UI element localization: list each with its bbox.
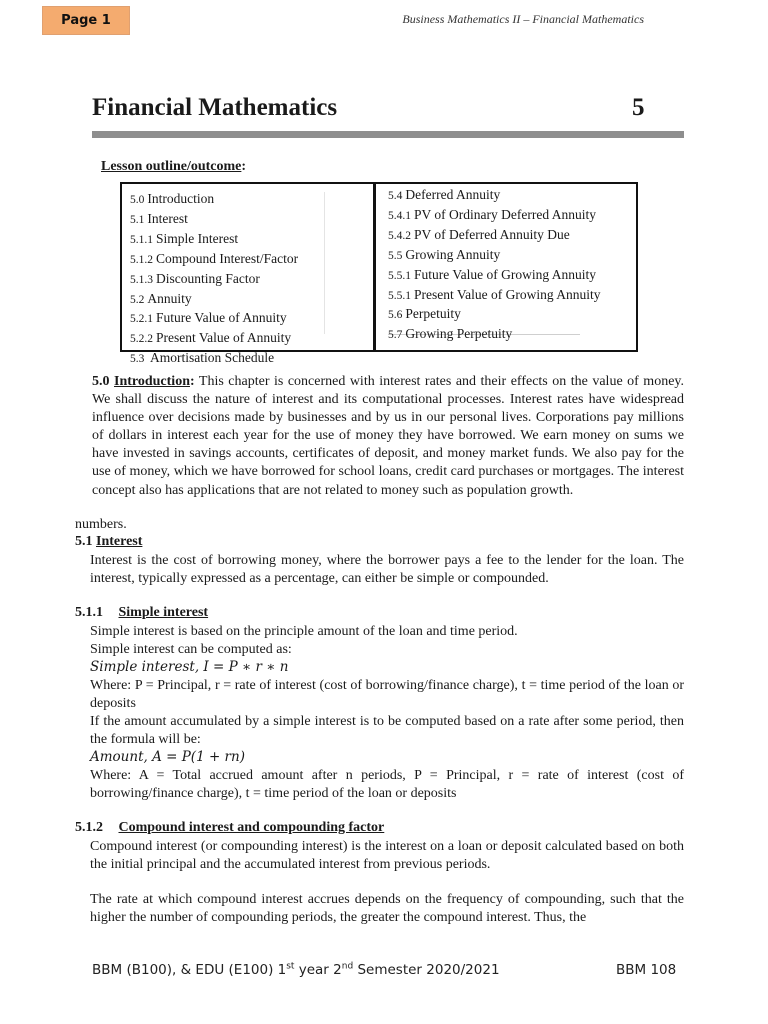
outline-item — [388, 206, 600, 226]
simple-line-1: Simple interest is based on the principle amount of the loan and time period. — [90, 624, 518, 639]
outline-item-text: Compound Interest/Factor — [156, 250, 299, 266]
outline-item-number: 5.5.1 — [388, 289, 411, 302]
outline-item-text: Deferred Annuity — [405, 187, 501, 202]
simple-interest-formula: Simple interest, I = P ∗ r ∗ n — [90, 659, 289, 675]
outline-item-number: 5.4.2 — [388, 229, 411, 242]
outline-label-text: Lesson outline/outcome — [101, 159, 242, 174]
outline-item-number: 5.2.1 — [130, 313, 153, 326]
outline-divider — [373, 182, 376, 352]
interest-heading — [75, 534, 142, 550]
compound-paragraph-2: The rate at which compound interest accrues depends on the frequency of compounding, such that the higher the number of compounding periods, the greater the compound interest. Thus, the — [90, 892, 684, 926]
outline-item — [130, 230, 298, 250]
intro-heading: Introduction — [114, 374, 190, 389]
page-badge: Page 1 — [42, 6, 130, 35]
outline-item-text: Interest — [147, 210, 188, 226]
outline-item — [130, 210, 298, 230]
simple-line-2: Simple interest can be computed as: — [90, 642, 292, 657]
outline-item-text: Present Value of Growing Annuity — [414, 286, 601, 302]
outline-right-column — [388, 186, 600, 345]
outline-item-text: Discounting Factor — [156, 270, 260, 286]
outline-item-text: Perpetuity — [405, 306, 461, 322]
outline-item-number: 5.1.2 — [130, 253, 153, 266]
outline-item — [388, 186, 600, 206]
outline-item-text: Introduction — [147, 191, 215, 206]
footer-sup-st: st — [286, 961, 295, 972]
intro-number: 5.0 — [92, 374, 110, 389]
chapter-number: 5 — [632, 94, 645, 121]
outline-item-text: Future Value of Annuity — [156, 310, 287, 326]
footer-course-a: BBM (B100), & EDU (E100) 1 — [92, 962, 287, 978]
outline-item-text: Amortisation Schedule — [147, 350, 275, 366]
compound-heading-text: Compound interest and compounding factor — [118, 820, 385, 835]
simple-where-2: Where: A = Total accrued amount after n periods, P = Principal, r = rate of interest (cost of borrowing/finance charge), t = time period of the loan or deposits — [90, 768, 684, 802]
intro-colon: : — [189, 374, 195, 389]
outline-item-text: Annuity — [147, 290, 192, 306]
outline-item-number: 5.5 — [388, 249, 403, 262]
outline-item — [388, 246, 600, 266]
interest-paragraph: Interest is the cost of borrowing money, where the borrower pays a fee to the lender for the loan. The interest, typically expressed as a percentage, can either be simple or compounded. — [90, 553, 684, 587]
outline-item-number: 5.1 — [130, 213, 145, 226]
outline-item-number: 5.0 — [130, 194, 145, 206]
footer-course-c: Semester 2020/2021 — [353, 962, 500, 978]
compound-heading — [75, 820, 384, 836]
outline-item-text: Growing Annuity — [405, 246, 501, 262]
outline-item-number: 5.3 — [130, 353, 145, 366]
outline-item-text: Present Value of Annuity — [156, 330, 292, 346]
outline-item — [130, 250, 298, 270]
outline-item-number: 5.4.1 — [388, 209, 411, 222]
outline-item-number: 5.1.1 — [130, 233, 153, 246]
intro-trailing: numbers. — [75, 517, 127, 532]
outline-item-text: PV of Deferred Annuity Due — [414, 226, 570, 242]
outline-item — [130, 349, 298, 369]
outline-item-number: 5.1.3 — [130, 273, 153, 286]
outline-item — [388, 266, 600, 286]
outline-item-text: Simple Interest — [156, 230, 239, 246]
outline-left-column — [130, 190, 298, 369]
outline-item-number: 5.4 — [388, 190, 403, 202]
outline-item-text: PV of Ordinary Deferred Annuity — [414, 206, 596, 222]
outline-item-text: Growing Perpetuity — [405, 326, 513, 342]
intro-paragraph — [92, 373, 684, 500]
outline-item-number: 5.7 — [388, 329, 403, 342]
intro-text: This chapter is concerned with interest rates and their effects on the value of money. We shall discuss the nature of interest and its computational processes. Interest rates have widespread influence over decisions made by businesses and by us in our personal lives. Corporations pay millions of dollars in interest each year for the use of money they have borrowed. We earn money on sums we have invested in savings accounts, certificates of deposit, and money market funds. We also pay for the use of money, which we have borrowed for school loans, credit card purchases or mortgages. The interest concept also has applications that are not related to money such as population growth. — [92, 374, 684, 498]
simple-heading — [75, 605, 208, 621]
footer-course-b: year 2 — [294, 962, 342, 978]
outline-label — [101, 159, 246, 175]
chapter-title: Financial Mathematics — [92, 94, 338, 121]
footer-course — [92, 962, 500, 978]
compound-number: 5.1.2 — [75, 820, 103, 835]
outline-item-number: 5.6 — [388, 309, 403, 322]
simple-heading-text: Simple interest — [118, 605, 209, 620]
title-rule — [92, 131, 684, 138]
simple-paragraph-2: If the amount accumulated by a simple interest is to be computed based on a rate after some period, then the formula will be: — [90, 714, 684, 748]
outline-item — [130, 309, 298, 329]
interest-number: 5.1 — [75, 534, 93, 549]
faint-grid-line — [324, 192, 325, 334]
interest-heading-text: Interest — [96, 534, 143, 549]
outline-item — [388, 226, 600, 246]
running-title: Business Mathematics II – Financial Mathematics — [402, 12, 644, 26]
compound-paragraph-1: Compound interest (or compounding interest) is the interest on a loan or deposit calculated based on both the initial principal and the accumulated interest from previous periods. — [90, 839, 684, 873]
outline-item — [130, 190, 298, 210]
outline-item — [388, 305, 600, 325]
outline-item — [130, 329, 298, 349]
outline-item-number: 5.5.1 — [388, 269, 411, 282]
outline-item — [388, 286, 600, 306]
outline-item-number: 5.2 — [130, 293, 145, 306]
simple-where-1: Where: P = Principal, r = rate of interest (cost of borrowing/finance charge), t = time period of the loan or deposits — [90, 678, 684, 712]
outline-item — [130, 290, 298, 310]
outline-item — [130, 270, 298, 290]
footer-sup-nd: nd — [341, 961, 354, 972]
simple-number: 5.1.1 — [75, 605, 103, 620]
outline-item-number: 5.2.2 — [130, 333, 153, 346]
amount-formula: Amount, A = P(1 + rn) — [90, 749, 245, 765]
footer-code: BBM 108 — [616, 962, 677, 978]
outline-item-text: Future Value of Growing Annuity — [414, 266, 596, 282]
outline-label-colon: : — [241, 159, 247, 174]
outline-item — [388, 325, 600, 345]
